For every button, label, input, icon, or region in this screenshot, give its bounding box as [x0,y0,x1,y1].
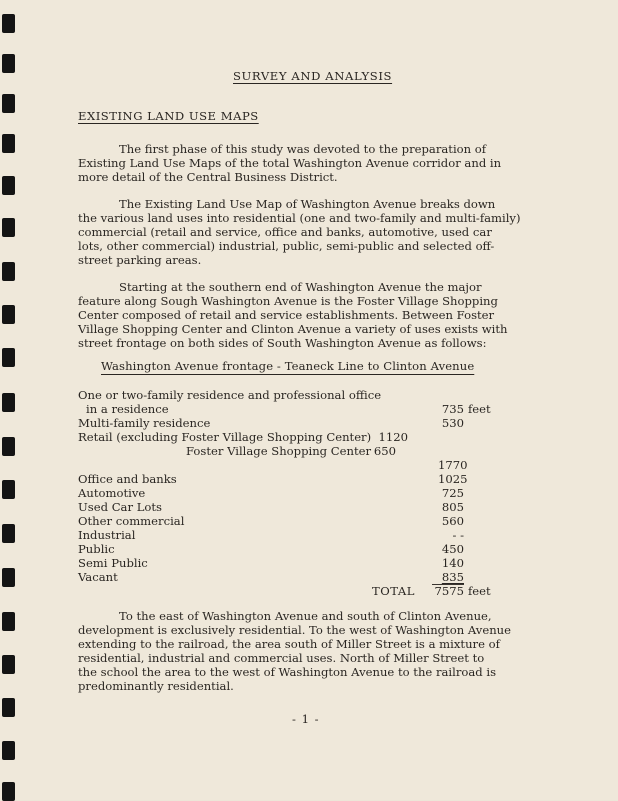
table-row [0,570,618,584]
paragraph-line: commercial (retail and service, office and banks, automotive, used car [78,225,492,239]
row-value: 735 [441,402,464,416]
table-heading: Washington Avenue frontage - Teaneck Line to Clinton Avenue [101,359,475,373]
row-label: Vacant [78,570,118,584]
paragraph-line: Village Shopping Center and Clinton Avenue a variety of uses exists with [78,322,508,336]
paragraph-southern-end [78,280,548,350]
table-row [0,472,618,486]
paragraph-line: predominantly residential. [78,679,234,693]
binding-hole [2,782,15,801]
paragraph-intro [78,142,548,184]
paragraph-line: lots, other commercial) industrial, public, semi-public and selected off- [78,239,495,253]
table-row [0,458,618,472]
row-value: 725 [441,486,464,500]
binding-hole [2,348,15,367]
row-value: 805 [441,500,464,514]
row-subvalue: 1120 [378,430,408,444]
row-label: Semi Public [78,556,148,570]
binding-hole [2,655,15,674]
table-row [0,486,618,500]
binding-hole [2,305,15,324]
paragraph-line: feature along Sough Washington Avenue is the Foster Village Shopping [78,294,498,308]
row-label: Industrial [78,528,136,542]
row-unit: feet [468,402,491,416]
table-row [0,528,618,542]
paragraph-land-use-map [78,197,548,267]
binding-hole [2,218,15,237]
paragraph-line: The Existing Land Use Map of Washington Avenue breaks down [119,197,496,211]
paragraph-line: extending to the railroad, the area south of Miller Street is a mixture of [78,637,500,651]
binding-hole [2,612,15,631]
paragraph-line: The first phase of this study was devoted to the preparation of [119,142,487,156]
row-label: in a residence [86,402,169,416]
row-value: 450 [441,542,464,556]
paragraph-east-west [78,609,548,693]
total-row [0,584,618,598]
table-row [0,388,618,402]
table-row [0,416,618,430]
table-row [0,444,618,458]
section-heading: EXISTING LAND USE MAPS [78,109,259,123]
binding-hole [2,262,15,281]
row-label: Multi-family residence [78,416,211,430]
table-row [0,430,618,444]
table-row [0,542,618,556]
binding-hole [2,176,15,195]
paragraph-line: the various land uses into residential (one and two-family and multi-family) [78,211,521,225]
binding-hole [2,94,15,113]
row-label: Retail (excluding Foster Village Shopping Center) [78,430,372,444]
row-value: 560 [441,514,464,528]
page-number: - 1 - [292,712,320,726]
row-label: Other commercial [78,514,185,528]
row-label: Public [78,542,115,556]
row-value: - - [452,528,464,542]
table-row [0,556,618,570]
table-row [0,514,618,528]
paragraph-line: more detail of the Central Business District. [78,170,338,184]
row-value: 140 [441,556,464,570]
total-value: 7575 [432,584,464,598]
paragraph-line: Center composed of retail and service establishments. Between Foster [78,308,495,322]
row-subvalue: 650 [373,444,396,458]
binding-hole [2,698,15,717]
binding-hole [2,741,15,760]
paragraph-line: street parking areas. [78,253,202,267]
paragraph-line: To the east of Washington Avenue and south of Clinton Avenue, [119,609,492,623]
binding-hole [2,54,15,73]
paragraph-line: development is exclusively residential. To the west of Washington Avenue [78,623,511,637]
table-row [0,402,618,416]
paragraph-line: residential, industrial and commercial uses. North of Miller Street to [78,651,485,665]
row-label: Automotive [78,486,146,500]
paragraph-line: street frontage on both sides of South Washington Avenue as follows: [78,336,487,350]
total-unit: feet [468,584,491,598]
paragraph-line: Existing Land Use Maps of the total Washington Avenue corridor and in [78,156,502,170]
row-label: Foster Village Shopping Center [186,444,372,458]
row-value: 1770 [438,458,468,472]
binding-hole [2,134,15,153]
paragraph-line: the school the area to the west of Washington Avenue to the railroad is [78,665,497,679]
row-label: One or two-family residence and professional office [78,388,382,402]
paragraph-line: Starting at the southern end of Washington Avenue the major [119,280,482,294]
row-label: Office and banks [78,472,177,486]
table-row [0,500,618,514]
row-value: 835 [441,570,464,584]
page-title: SURVEY AND ANALYSIS [233,69,393,83]
total-label: TOTAL [372,584,415,598]
row-value: 530 [441,416,464,430]
row-value: 1025 [438,472,468,486]
row-label: Used Car Lots [78,500,162,514]
binding-hole [2,14,15,33]
